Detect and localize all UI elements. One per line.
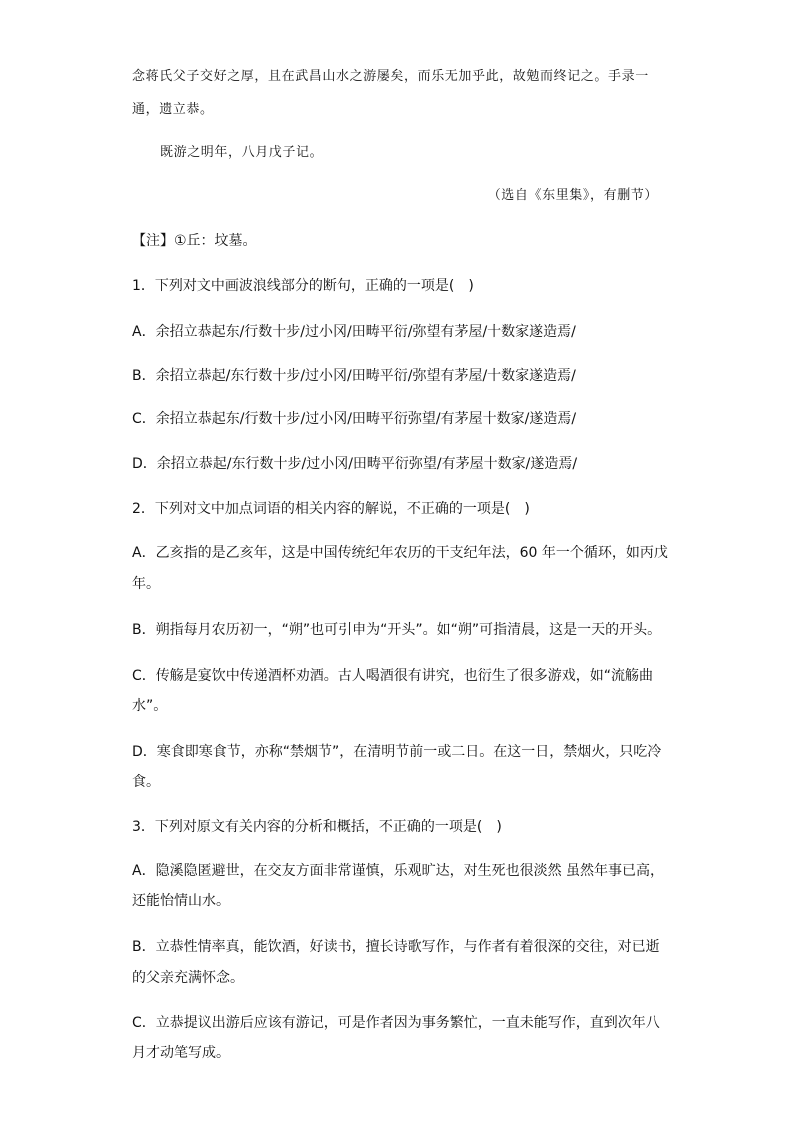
- source-citation: （选自《东里集》，有删节）: [487, 188, 658, 203]
- question-option: B．立恭性情率真，能饮酒，好读书，擅长诗歌写作，与作者有着很深的交往，对已逝: [132, 939, 660, 955]
- passage-line: 通，遗立恭。: [132, 102, 214, 117]
- question-option-cont: 水”。: [132, 698, 168, 714]
- question-option-cont: 食。: [132, 774, 160, 790]
- question-option: C．余招立恭起东/行数十步/过小冈/田畴平衍弥望/有茅屋十数家/遂造焉/: [132, 411, 577, 427]
- question-option: D．寒食即寒食节，亦称“禁烟节”，在清明节前一或二日。在这一日，禁烟火，只吃冷: [132, 744, 662, 760]
- question-option-cont: 年。: [132, 576, 160, 592]
- question-option: A．乙亥指的是乙亥年，这是中国传统纪年农历的干支纪年法，60 年一个循环，如丙戊: [132, 545, 668, 561]
- question-option-cont: 月才动笔写成。: [132, 1045, 230, 1061]
- question-option-cont: 的父亲充满怀念。: [132, 970, 244, 986]
- annotation-note: 【注】①丘：坟墓。: [132, 233, 257, 249]
- question-option-cont: 还能怡情山水。: [132, 893, 230, 909]
- question-stem: 1．下列对文中画波浪线部分的断句，正确的一项是( ): [132, 278, 474, 294]
- question-stem: 3．下列对原文有关内容的分析和概括，不正确的一项是( ): [132, 819, 502, 835]
- question-option: C．传觞是宴饮中传递酒杯劝酒。古人喝酒很有讲究，也衍生了很多游戏，如“流觞曲: [132, 668, 654, 684]
- question-option: B．余招立恭起/东行数十步/过小冈/田畴平衍/弥望有茅屋/十数家遂造焉/: [132, 368, 576, 384]
- question-option: A．余招立恭起东/行数十步/过小冈/田畴平衍/弥望有茅屋/十数家遂造焉/: [132, 324, 576, 340]
- question-option: D．余招立恭起/东行数十步/过小冈/田畴平衍弥望/有茅屋十数家/遂造焉/: [132, 456, 578, 472]
- question-option: C．立恭提议出游后应该有游记，可是作者因为事务繁忙，一直未能写作，直到次年八: [132, 1015, 660, 1031]
- question-option: A．隐溪隐匿避世，在交友方面非常谨慎，乐观旷达，对生死也很淡然 虽然年事已高，: [132, 863, 665, 879]
- question-stem: 2．下列对文中加点词语的相关内容的解说，不正确的一项是( ): [132, 501, 530, 517]
- passage-paragraph: 既游之明年，八月戊子记。: [160, 145, 324, 160]
- question-option: B．朔指每月农历初一，“朔”也可引申为“开头”。如“朔”可指清晨，这是一天的开头。: [132, 622, 662, 638]
- passage-line: 念蒋氏父子交好之厚，且在武昌山水之游屡矣，而乐无加乎此，故勉而终记之。手录一: [132, 69, 649, 84]
